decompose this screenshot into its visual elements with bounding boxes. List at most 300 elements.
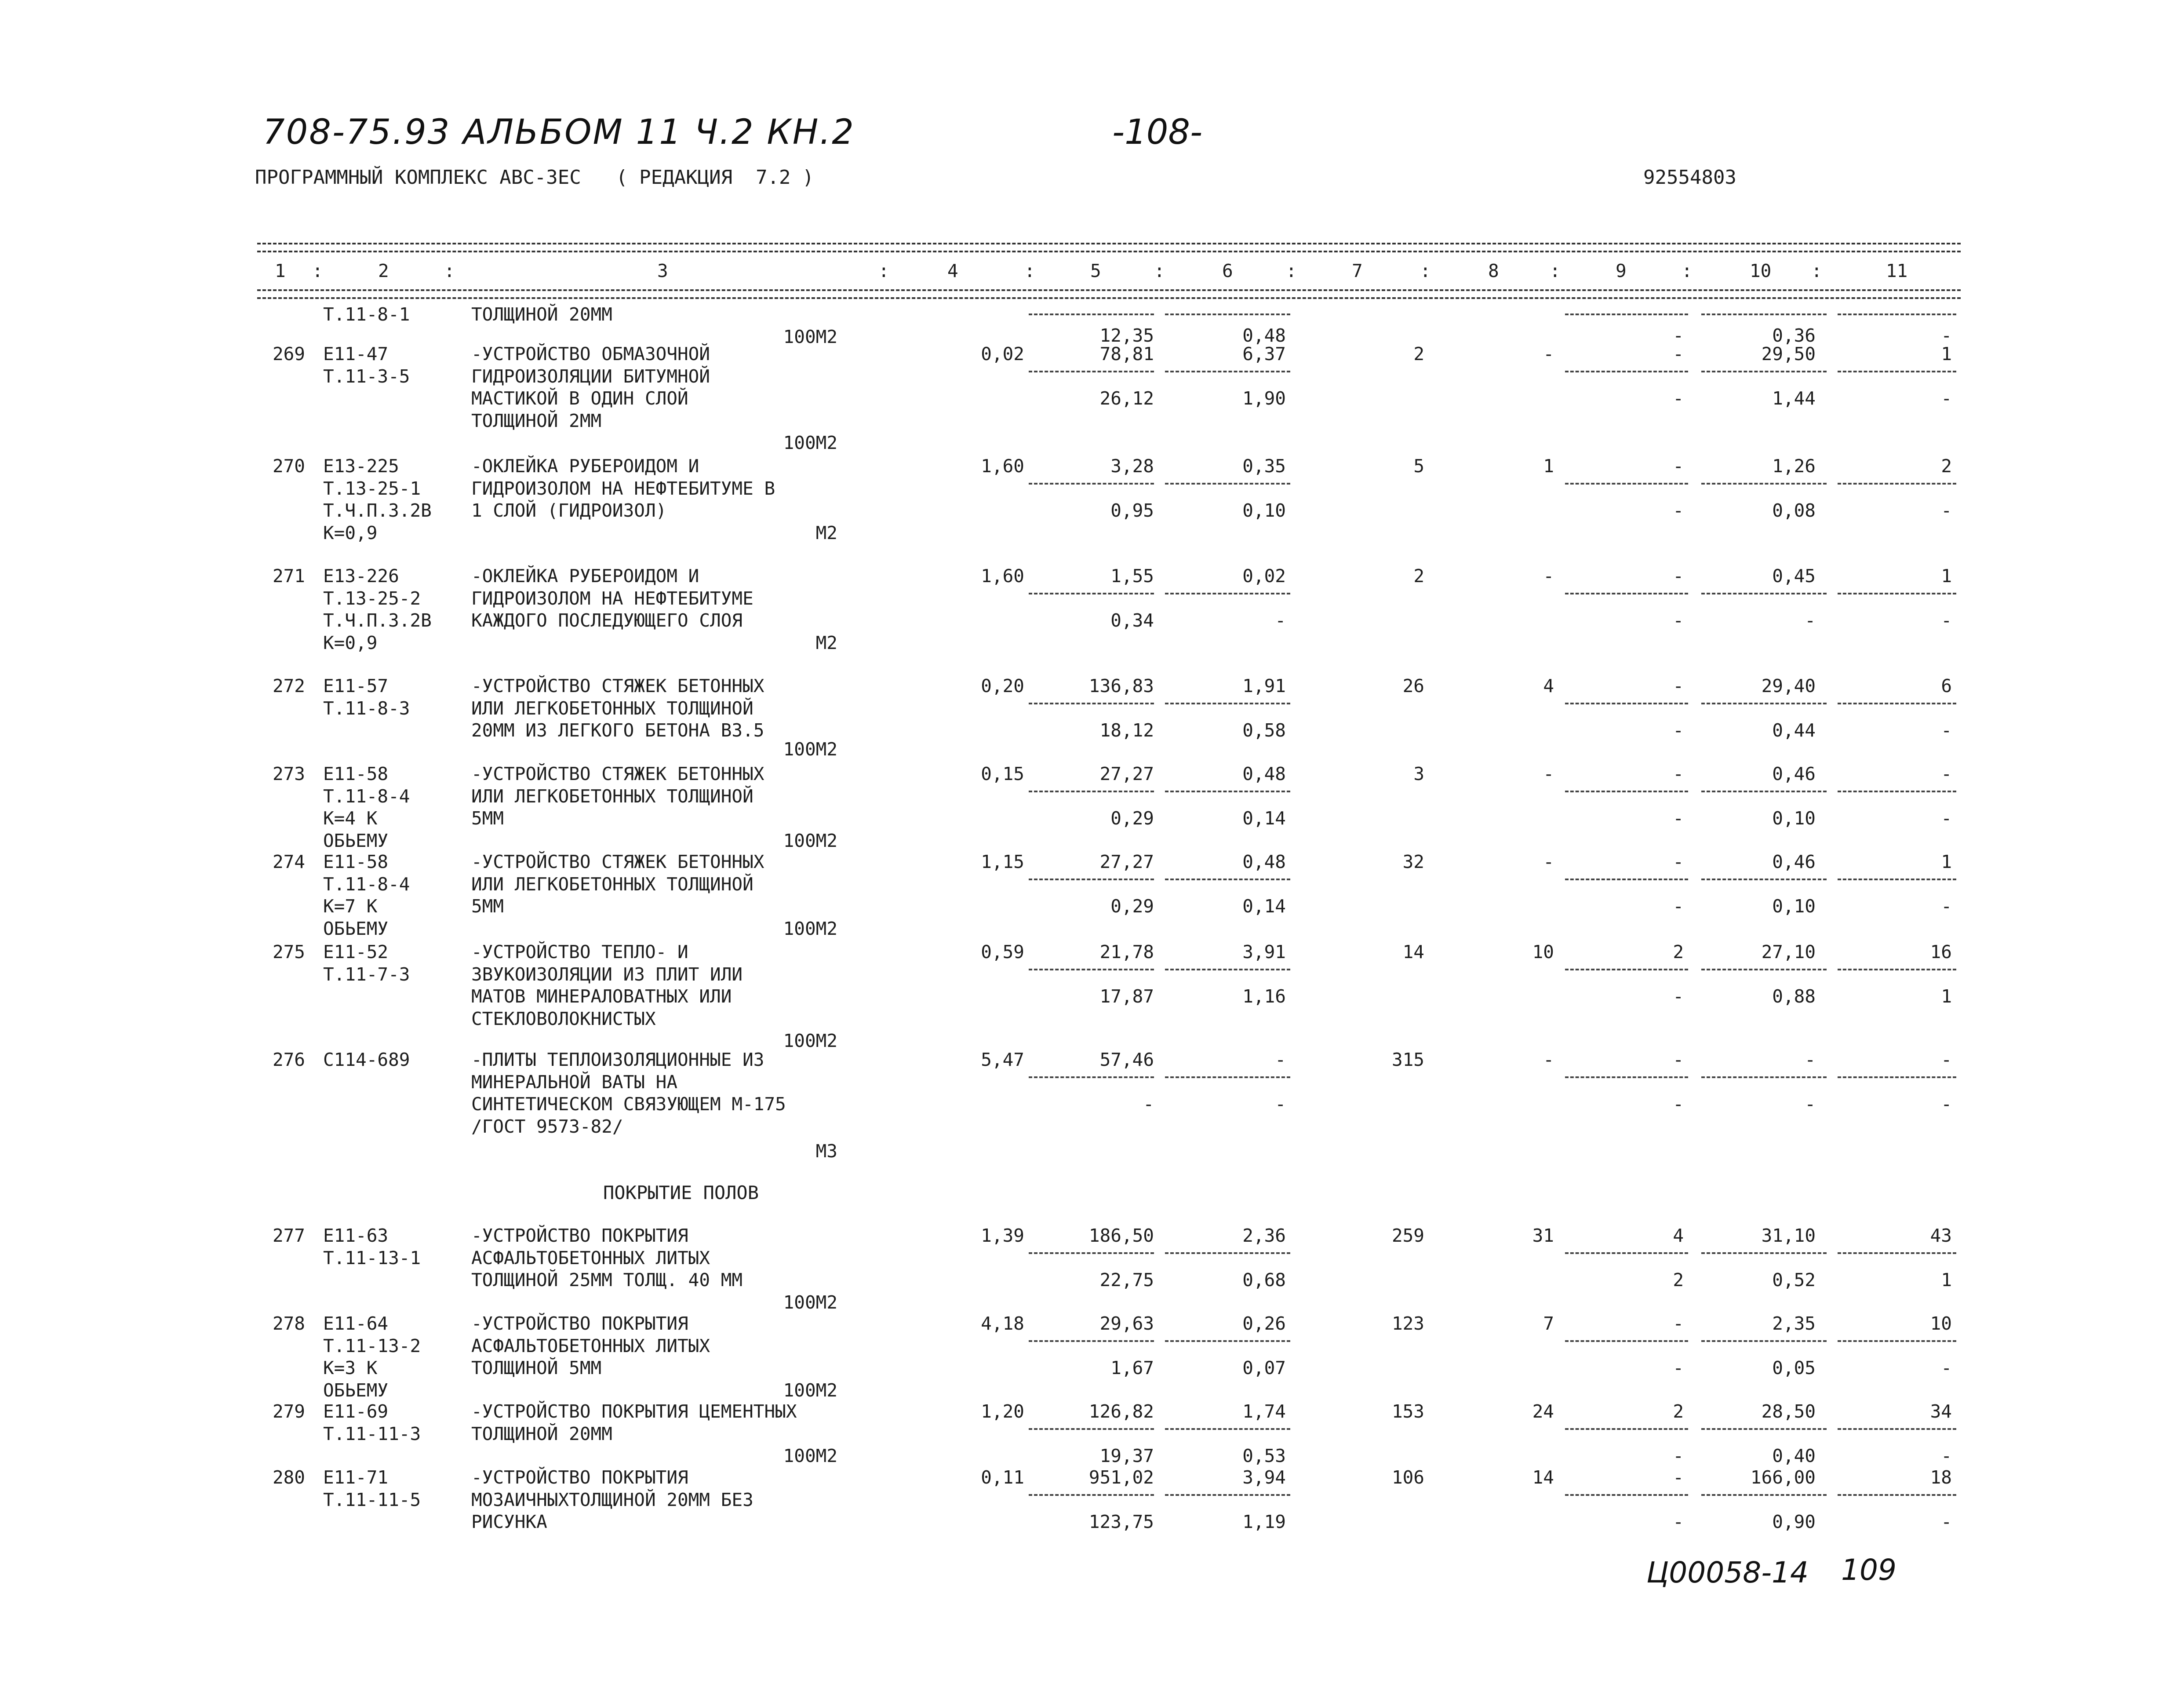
cost-col5-value: 57,46 [1099,1049,1154,1070]
col11-value: 34 [1930,1401,1952,1422]
col11-sub-value: - [1941,808,1952,829]
split-rule [1029,791,1154,792]
col11-value: 1 [1941,343,1952,365]
cost-col6-sub-value: 0,07 [1242,1357,1286,1378]
row-number: 273 [272,763,305,784]
column-header-7: 7 [1352,260,1363,281]
cost-col6-value: 0,48 [1242,851,1286,872]
work-description: КАЖДОГО ПОСЛЕДУЮЩЕГО СЛОЯ [471,610,743,631]
row-number: 279 [272,1401,305,1422]
split-rule [1701,1076,1827,1078]
split-rule [1701,593,1827,594]
split-rule [1838,791,1956,792]
work-description: МИНЕРАЛЬНОЙ ВАТЫ НА [471,1071,677,1093]
col9-value: - [1673,565,1684,587]
split-rule [1165,1252,1290,1254]
work-code: К=3 К [323,1357,378,1378]
work-description: -УСТРОЙСТВО ОБМАЗОЧНОЙ [471,343,710,365]
cost-col5-value: 3,28 [1110,456,1154,477]
col8-value: 24 [1532,1401,1554,1422]
column-header-3: 3 [657,260,668,281]
unit-of-measure: 100М2 [783,1445,837,1466]
cost-col6-sub-value: 0,14 [1242,808,1286,829]
work-code: Т.11-13-2 [323,1335,421,1356]
labour-col7-value: 259 [1391,1225,1424,1246]
split-rule [1029,371,1154,372]
split-rule [1701,1340,1827,1342]
cost-col5-sub-value: 0,34 [1110,610,1154,631]
work-description: -УСТРОЙСТВО ПОКРЫТИЯ [471,1467,688,1488]
column-header-11: 11 [1886,260,1908,281]
work-description: 1 СЛОЙ (ГИДРОИЗОЛ) [471,500,667,521]
split-rule [1029,703,1154,704]
col9-value: - [1673,343,1684,365]
column-separator: : [312,260,323,281]
work-description: СИНТЕТИЧЕСКОМ СВЯЗУЮЩЕМ М-175 [471,1094,786,1115]
cost-col5-sub-value: 26,12 [1099,388,1154,409]
col10-value: 27,10 [1761,941,1816,962]
col9-value: - [1673,456,1684,477]
header-rule-bottom [257,289,1961,291]
labour-col7-value: 153 [1391,1401,1424,1422]
cost-col5-sub-value: - [1143,1094,1154,1115]
col9-sub-value: 2 [1673,1269,1684,1291]
split-rule [1838,703,1956,704]
col8-value: - [1543,851,1554,872]
quantity-value: 5,47 [981,1049,1024,1070]
split-rule [1701,969,1827,970]
work-code: ОБЬЕМУ [323,918,389,939]
row-number: 280 [272,1467,305,1488]
col9-sub-value: - [1673,1094,1684,1115]
col10-value: 0,36 [1772,324,1816,346]
labour-col7-value: 14 [1402,941,1424,962]
col11-sub-value: - [1941,1357,1952,1378]
work-code: Е13-226 [323,565,399,587]
work-description: ТОЛЩИНОЙ 5ММ [471,1357,602,1378]
column-header-2: 2 [378,260,389,281]
split-rule [1029,969,1154,970]
cost-col5-sub-value: 19,37 [1099,1445,1154,1466]
quantity-value: 0,20 [981,675,1024,696]
split-rule [1701,703,1827,704]
work-code: Т.11-8-4 [323,873,410,895]
section-title: ПОКРЫТИЕ ПОЛОВ [603,1182,759,1203]
split-rule [1701,483,1827,485]
cost-col5-value: 27,27 [1099,851,1154,872]
cost-col6-value: 2,36 [1242,1225,1286,1246]
col8-value: 10 [1532,941,1554,962]
col9-sub-value: - [1673,720,1684,741]
split-rule [1701,1494,1827,1496]
split-rule [1165,1494,1290,1496]
col8-value: 14 [1532,1467,1554,1488]
row-number: 269 [272,343,305,365]
split-rule [1029,1076,1154,1078]
cost-col5-sub-value: 17,87 [1099,986,1154,1007]
column-separator: : [878,260,889,281]
split-rule [1838,1252,1956,1254]
split-rule [1838,371,1956,372]
cost-col5-sub-value: 123,75 [1088,1511,1154,1532]
column-header-5: 5 [1090,260,1101,281]
cost-col6-value: 1,91 [1242,675,1286,696]
cost-col5-value: 78,81 [1099,343,1154,365]
work-code: Т.11-8-4 [323,785,410,807]
split-rule [1029,593,1154,594]
work-code: Е11-58 [323,851,389,872]
work-description: АСФАЛЬТОБЕТОННЫХ ЛИТЫХ [471,1335,710,1356]
split-rule [1565,791,1688,792]
split-rule [1165,703,1290,704]
split-rule [1165,483,1290,485]
col11-sub-value: - [1941,720,1952,741]
col8-value: - [1543,343,1554,365]
col11-value: 10 [1930,1313,1952,1334]
col11-value: - [1941,1049,1952,1070]
cost-col5-value: 1,55 [1110,565,1154,587]
labour-col7-value: 5 [1413,456,1424,477]
unit-of-measure: 100М2 [783,738,837,760]
unit-of-measure: М2 [815,632,837,653]
work-code: Т.11-11-3 [323,1423,421,1444]
col10-value: 29,50 [1761,343,1816,365]
work-description: РИСУНКА [471,1511,547,1532]
col11-value: 18 [1930,1467,1952,1488]
unit-of-measure: 100М2 [783,918,837,939]
work-description: -УСТРОЙСТВО ПОКРЫТИЯ [471,1313,688,1334]
col9-value: 2 [1673,1401,1684,1422]
header-rule-top-2 [257,251,1961,252]
work-description: ИЛИ ЛЕГКОБЕТОННЫХ ТОЛЩИНОЙ [471,873,753,895]
work-description: ТОЛЩИНОЙ 25ММ ТОЛЩ. 40 ММ [471,1269,743,1291]
row-number: 272 [272,675,305,696]
column-header-9: 9 [1616,260,1627,281]
col9-value: 4 [1673,1225,1684,1246]
col10-sub-value: 0,10 [1772,896,1816,917]
split-rule [1838,1428,1956,1430]
labour-col7-value: 123 [1391,1313,1424,1334]
unit-of-measure: 100М2 [783,1291,837,1313]
col11-sub-value: - [1941,896,1952,917]
row-number: 276 [272,1049,305,1070]
cost-col6-value: 3,91 [1242,941,1286,962]
col10-value: 1,26 [1772,456,1816,477]
split-rule [1165,1340,1290,1342]
col9-sub-value: - [1673,986,1684,1007]
column-separator: : [1550,260,1561,281]
col11-value: 6 [1941,675,1952,696]
row-number: 274 [272,851,305,872]
unit-of-measure: М3 [815,1141,837,1162]
labour-col7-value: 106 [1391,1467,1424,1488]
col9-sub-value: - [1673,1357,1684,1378]
col10-sub-value: 0,44 [1772,720,1816,741]
column-separator: : [444,260,455,281]
quantity-value: 4,18 [981,1313,1024,1334]
handwritten-header: 708-75.93 АЛЬБОМ 11 Ч.2 КН.2 [263,113,855,152]
column-header-8: 8 [1488,260,1499,281]
quantity-value: 1,15 [981,851,1024,872]
cost-col6-value: 0,48 [1242,324,1286,346]
column-header-6: 6 [1222,260,1233,281]
cost-col5-sub-value: 1,67 [1110,1357,1154,1378]
work-description: МАСТИКОЙ В ОДИН СЛОЙ [471,388,688,409]
quantity-value: 0,59 [981,941,1024,962]
labour-col7-value: 2 [1413,343,1424,365]
split-rule [1701,1252,1827,1254]
col8-value: 4 [1543,675,1554,696]
split-rule [1029,879,1154,880]
col10-sub-value: 0,08 [1772,500,1816,521]
work-code: Т.13-25-2 [323,587,421,609]
col9-value: - [1673,1049,1684,1070]
col11-sub-value: - [1941,500,1952,521]
split-rule [1701,879,1827,880]
cost-col6-value: 0,26 [1242,1313,1286,1334]
col9-sub-value: - [1673,1445,1684,1466]
split-rule [1838,483,1956,485]
work-description: 5ММ [471,896,504,917]
cost-col5-sub-value: 0,29 [1110,896,1154,917]
split-rule [1029,1340,1154,1342]
col10-value: 31,10 [1761,1225,1816,1246]
col9-value: - [1673,1467,1684,1488]
work-code: К=0,9 [323,632,378,653]
quantity-value: 1,39 [981,1225,1024,1246]
cost-col5-value: 21,78 [1099,941,1154,962]
labour-col7-value: 26 [1402,675,1424,696]
work-description: ГИДРОИЗОЛОМ НА НЕФТЕБИТУМЕ В [471,478,775,499]
split-rule [1838,879,1956,880]
col10-sub-value: 0,40 [1772,1445,1816,1466]
cost-col5-value: 951,02 [1088,1467,1154,1488]
cost-col6-sub-value: 0,58 [1242,720,1286,741]
work-code: Е13-225 [323,456,399,477]
cost-col6-sub-value: 0,10 [1242,500,1286,521]
col10-sub-value: 0,05 [1772,1357,1816,1378]
work-code: Т.Ч.П.3.2В [323,500,432,521]
column-separator: : [1286,260,1297,281]
column-separator: : [1024,260,1035,281]
col9-sub-value: - [1673,1511,1684,1532]
cost-col6-sub-value: 0,68 [1242,1269,1286,1291]
col11-value: 43 [1930,1225,1952,1246]
unit-of-measure: 100М2 [783,1030,837,1051]
split-rule [1165,371,1290,372]
unit-of-measure: 100М2 [783,432,837,453]
cost-col6-sub-value: - [1275,610,1286,631]
header-rule-top [257,243,1961,244]
work-code: Т.11-7-3 [323,963,410,985]
work-code: Т.11-8-1 [323,304,410,325]
column-separator: : [1811,260,1822,281]
col11-sub-value: - [1941,610,1952,631]
split-rule [1165,1428,1290,1430]
col8-value: 1 [1543,456,1554,477]
quantity-value: 1,60 [981,565,1024,587]
cost-col6-value: 1,74 [1242,1401,1286,1422]
split-rule [1701,371,1827,372]
quantity-value: 0,15 [981,763,1024,784]
work-code: Т.11-13-1 [323,1247,421,1269]
cost-col5-sub-value: 0,29 [1110,808,1154,829]
cost-col6-value: - [1275,1049,1286,1070]
col8-value: 7 [1543,1313,1554,1334]
col8-value: - [1543,1049,1554,1070]
col10-value: - [1805,1049,1816,1070]
work-description: -ПЛИТЫ ТЕПЛОИЗОЛЯЦИОННЫЕ ИЗ [471,1049,764,1070]
split-rule [1838,1340,1956,1342]
split-rule [1029,1252,1154,1254]
quantity-value: 1,60 [981,456,1024,477]
col11-value: - [1941,324,1952,346]
work-description: -УСТРОЙСТВО СТЯЖЕК БЕТОННЫХ [471,675,764,696]
split-rule [1029,1494,1154,1496]
cost-col5-value: 27,27 [1099,763,1154,784]
col11-sub-value: - [1941,1445,1952,1466]
split-rule [1029,483,1154,485]
row-number: 271 [272,565,305,587]
cost-col5-sub-value: 18,12 [1099,720,1154,741]
col9-value: - [1673,675,1684,696]
work-code: Е11-52 [323,941,389,962]
work-description: -ОКЛЕЙКА РУБЕРОИДОМ И [471,565,699,587]
cost-col6-value: 0,48 [1242,763,1286,784]
col11-value: 16 [1930,941,1952,962]
split-rule [1565,1494,1688,1496]
col8-value: 31 [1532,1225,1554,1246]
col10-value: 0,46 [1772,763,1816,784]
work-description: -УСТРОЙСТВО ТЕПЛО- И [471,941,688,962]
work-code: К=7 К [323,896,378,917]
footer-handwriting: Ц00058-14 [1646,1556,1809,1590]
split-rule [1565,1428,1688,1430]
cost-col6-value: 0,35 [1242,456,1286,477]
row-number: 275 [272,941,305,962]
unit-of-measure: 100М2 [783,326,837,347]
col9-value: - [1673,763,1684,784]
col10-sub-value: 0,52 [1772,1269,1816,1291]
work-code: Е11-57 [323,675,389,696]
labour-col7-value: 2 [1413,565,1424,587]
split-rule [1565,879,1688,880]
col9-sub-value: - [1673,500,1684,521]
split-rule [1565,593,1688,594]
unit-of-measure: 100М2 [783,1379,837,1401]
split-rule [1165,1076,1290,1078]
work-description: ТОЛЩИНОЙ 2ММ [471,410,602,431]
split-rule [1838,1076,1956,1078]
work-description: ТОЛЩИНОЙ 20ММ [471,304,612,325]
work-description: ИЛИ ЛЕГКОБЕТОННЫХ ТОЛЩИНОЙ [471,697,753,719]
work-description: ГИДРОИЗОЛОМ НА НЕФТЕБИТУМЕ [471,587,753,609]
split-rule [1565,703,1688,704]
work-description: -УСТРОЙСТВО СТЯЖЕК БЕТОННЫХ [471,851,764,872]
column-header-1: 1 [275,260,286,281]
footer-number: 109 [1841,1553,1896,1587]
split-rule [1701,1428,1827,1430]
col10-value: 0,45 [1772,565,1816,587]
col9-sub-value: - [1673,610,1684,631]
column-header-4: 4 [947,260,958,281]
split-rule [1565,1340,1688,1342]
work-description: МАТОВ МИНЕРАЛОВАТНЫХ ИЛИ [471,986,732,1007]
cost-col6-sub-value: 1,19 [1242,1511,1286,1532]
work-code: К=0,9 [323,522,378,543]
work-description: СТЕКЛОВОЛОКНИСТЫХ [471,1008,656,1029]
column-separator: : [1682,260,1693,281]
quantity-value: 0,02 [981,343,1024,365]
split-rule [1165,879,1290,880]
work-description: /ГОСТ 9573-82/ [471,1116,623,1137]
col10-sub-value: - [1805,1094,1816,1115]
work-description: ЗВУКОИЗОЛЯЦИИ ИЗ ПЛИТ ИЛИ [471,963,743,985]
split-rule [1565,483,1688,485]
split-rule [1165,791,1290,792]
cost-col6-sub-value: 1,16 [1242,986,1286,1007]
work-description: ТОЛЩИНОЙ 20ММ [471,1423,612,1444]
cost-col5-sub-value: 0,95 [1110,500,1154,521]
header-rule-bottom-2 [257,297,1961,299]
unit-of-measure: М2 [815,522,837,543]
program-line: ПРОГРАММНЫЙ КОМПЛЕКС АВС-ЗЕС ( РЕДАКЦИЯ 7.2 ) [255,166,814,189]
work-description: МОЗАИЧНЫХТОЛЩИНОЙ 20ММ БЕЗ [471,1489,753,1510]
labour-col7-value: 315 [1391,1049,1424,1070]
cost-col6-sub-value: 0,14 [1242,896,1286,917]
col11-sub-value: - [1941,1511,1952,1532]
split-rule [1838,593,1956,594]
work-code: С114-689 [323,1049,410,1070]
cost-col5-value: 126,82 [1088,1401,1154,1422]
split-rule [1838,1494,1956,1496]
col9-value: - [1673,1313,1684,1334]
column-separator: : [1154,260,1165,281]
col10-value: 0,46 [1772,851,1816,872]
col10-sub-value: - [1805,610,1816,631]
col9-value: 2 [1673,941,1684,962]
work-code: Е11-58 [323,763,389,784]
work-code: Е11-47 [323,343,389,365]
column-separator: : [1420,260,1431,281]
col10-value: 166,00 [1750,1467,1816,1488]
cost-col6-sub-value: 0,53 [1242,1445,1286,1466]
work-code: Т.11-3-5 [323,365,410,387]
cost-col5-value: 29,63 [1099,1313,1154,1334]
split-rule [1029,314,1154,315]
col10-value: 2,35 [1772,1313,1816,1334]
col9-sub-value: - [1673,388,1684,409]
split-rule [1165,969,1290,970]
col11-sub-value: 1 [1941,986,1952,1007]
col8-value: - [1543,763,1554,784]
col10-sub-value: 0,90 [1772,1511,1816,1532]
cost-col6-sub-value: 1,90 [1242,388,1286,409]
col11-value: 1 [1941,851,1952,872]
unit-of-measure: 100М2 [783,830,837,851]
col11-sub-value: - [1941,1094,1952,1115]
col10-sub-value: 0,10 [1772,808,1816,829]
work-description: -УСТРОЙСТВО ПОКРЫТИЯ ЦЕМЕНТНЫХ [471,1401,797,1422]
work-description: -УСТРОЙСТВО СТЯЖЕК БЕТОННЫХ [471,763,764,784]
work-code: ОБЬЕМУ [323,830,389,851]
col8-value: - [1543,565,1554,587]
document-code: 92554803 [1643,166,1736,189]
work-description: -ОКЛЕЙКА РУБЕРОИДОМ И [471,456,699,477]
split-rule [1565,1076,1688,1078]
split-rule [1565,969,1688,970]
cost-col5-value: 136,83 [1088,675,1154,696]
